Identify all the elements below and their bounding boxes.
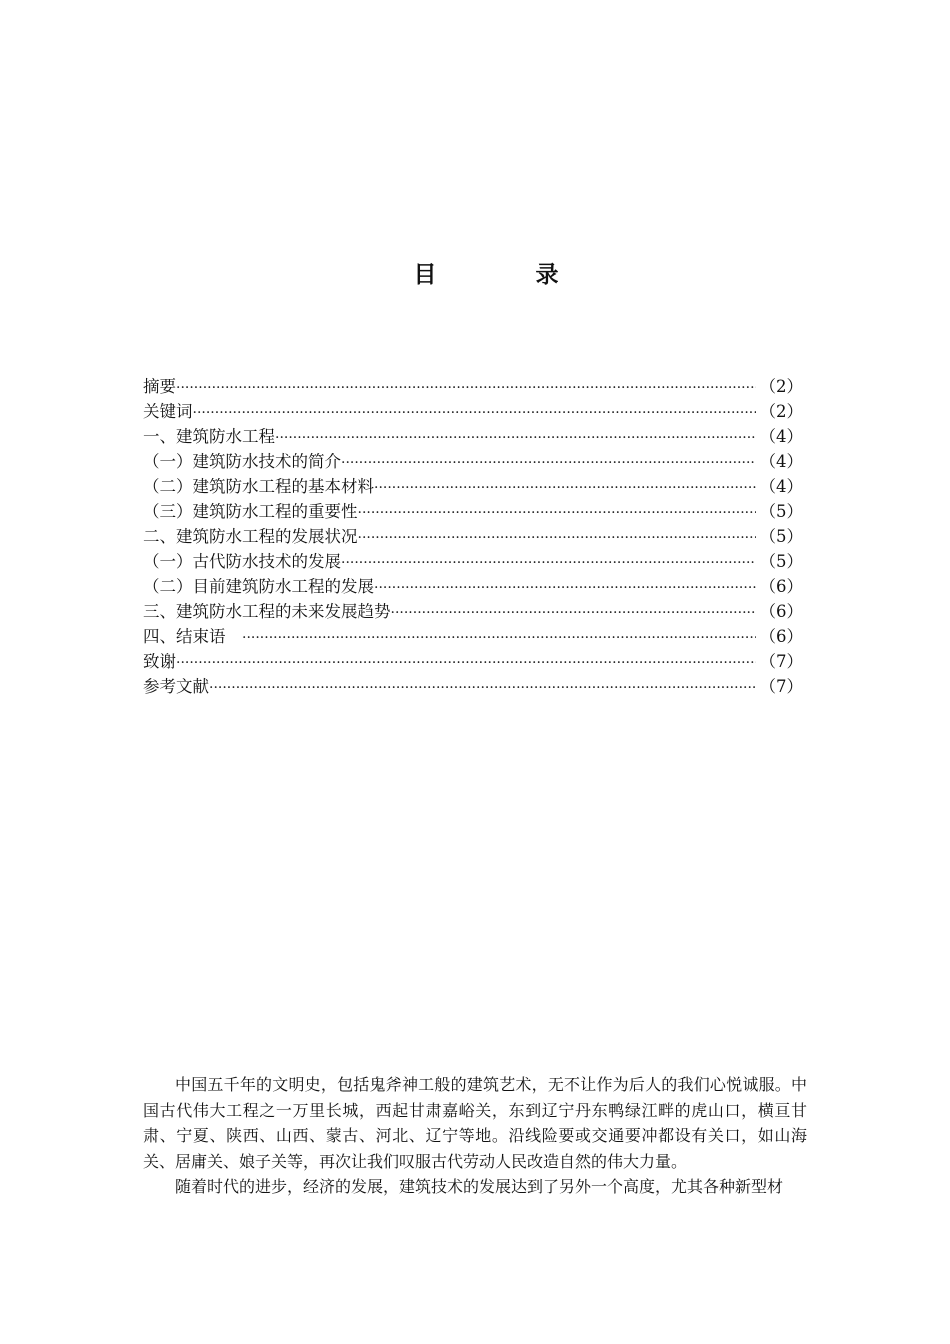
toc-entry-label: （三）建筑防水工程的重要性 — [143, 502, 358, 521]
toc-entry — [143, 599, 803, 624]
toc-dot-leader — [242, 626, 756, 651]
toc-dot-leader — [176, 376, 756, 401]
toc-entry-page: （5） — [759, 527, 803, 546]
toc-entry-label: （一）古代防水技术的发展 — [143, 552, 341, 571]
body-text — [143, 1072, 807, 1200]
body-paragraph: 随着时代的进步，经济的发展，建筑技术的发展达到了另外一个高度，尤其各种新型材 — [175, 1177, 784, 1196]
toc-entry-page: （6） — [759, 602, 803, 621]
toc-entry-page: （7） — [759, 652, 803, 671]
toc-entry — [143, 674, 803, 699]
toc-entry-label: 关键词 — [143, 402, 193, 421]
toc-entry-label: 四、结束语 — [143, 627, 242, 646]
toc-entry-page: （2） — [759, 402, 803, 421]
toc-dot-leader — [374, 476, 756, 501]
toc-entry-label: 摘要 — [143, 377, 176, 396]
toc-entry — [143, 474, 803, 499]
body-paragraph: 中国五千年的文明史，包括鬼斧神工般的建筑艺术，无不让作为后人的我们心悦诚服。中国古代伟大工程之一万里长城，西起甘肃嘉峪关，东到辽宁丹东鸭绿江畔的虎山口，横亘甘肃、宁夏、陕西、山西、蒙古、河北、辽宁等地。沿线险要或交通要冲都设有关口，如山海关、居庸关、娘子关等，再次让我们叹服古代劳动人民改造自然的伟大力量。 — [143, 1075, 807, 1171]
toc-entry-page: （4） — [759, 452, 803, 471]
toc-entry-label: 一、建筑防水工程 — [143, 427, 275, 446]
toc-entry-page: （5） — [759, 552, 803, 571]
toc-entry-label: 二、建筑防水工程的发展状况 — [143, 527, 358, 546]
toc-title: 目 录 — [413, 261, 597, 288]
toc-entry — [143, 649, 803, 674]
toc-dot-leader — [358, 526, 756, 551]
toc-entry — [143, 424, 803, 449]
toc-entry — [143, 549, 803, 574]
toc-entry-page: （2） — [759, 377, 803, 396]
toc-entry-page: （5） — [759, 502, 803, 521]
toc-dot-leader — [374, 576, 756, 601]
toc-dot-leader — [391, 601, 756, 626]
toc-entry-label: 参考文献 — [143, 677, 209, 696]
toc-entry — [143, 499, 803, 524]
toc-entry-page: （4） — [759, 477, 803, 496]
toc-entry-page: （6） — [759, 577, 803, 596]
toc-dot-leader — [358, 501, 756, 526]
toc-dot-leader — [275, 426, 756, 451]
toc-entry — [143, 374, 803, 399]
toc-dot-leader — [341, 551, 756, 576]
toc-entry-page: （7） — [759, 677, 803, 696]
toc-entry — [143, 399, 803, 424]
toc-entry-label: （二）目前建筑防水工程的发展 — [143, 577, 374, 596]
toc-dot-leader — [209, 676, 756, 701]
toc-entry-label: 三、建筑防水工程的未来发展趋势 — [143, 602, 391, 621]
toc-entry — [143, 524, 803, 549]
toc-entry-label: （二）建筑防水工程的基本材料 — [143, 477, 374, 496]
toc-entry-label: （一）建筑防水技术的简介 — [143, 452, 341, 471]
toc-entry — [143, 624, 803, 649]
toc-dot-leader — [176, 651, 756, 676]
table-of-contents — [143, 374, 803, 699]
toc-entry — [143, 449, 803, 474]
toc-entry — [143, 574, 803, 599]
toc-entry-page: （6） — [759, 627, 803, 646]
toc-entry-page: （4） — [759, 427, 803, 446]
toc-entry-label: 致谢 — [143, 652, 176, 671]
toc-dot-leader — [341, 451, 756, 476]
toc-dot-leader — [193, 401, 756, 426]
